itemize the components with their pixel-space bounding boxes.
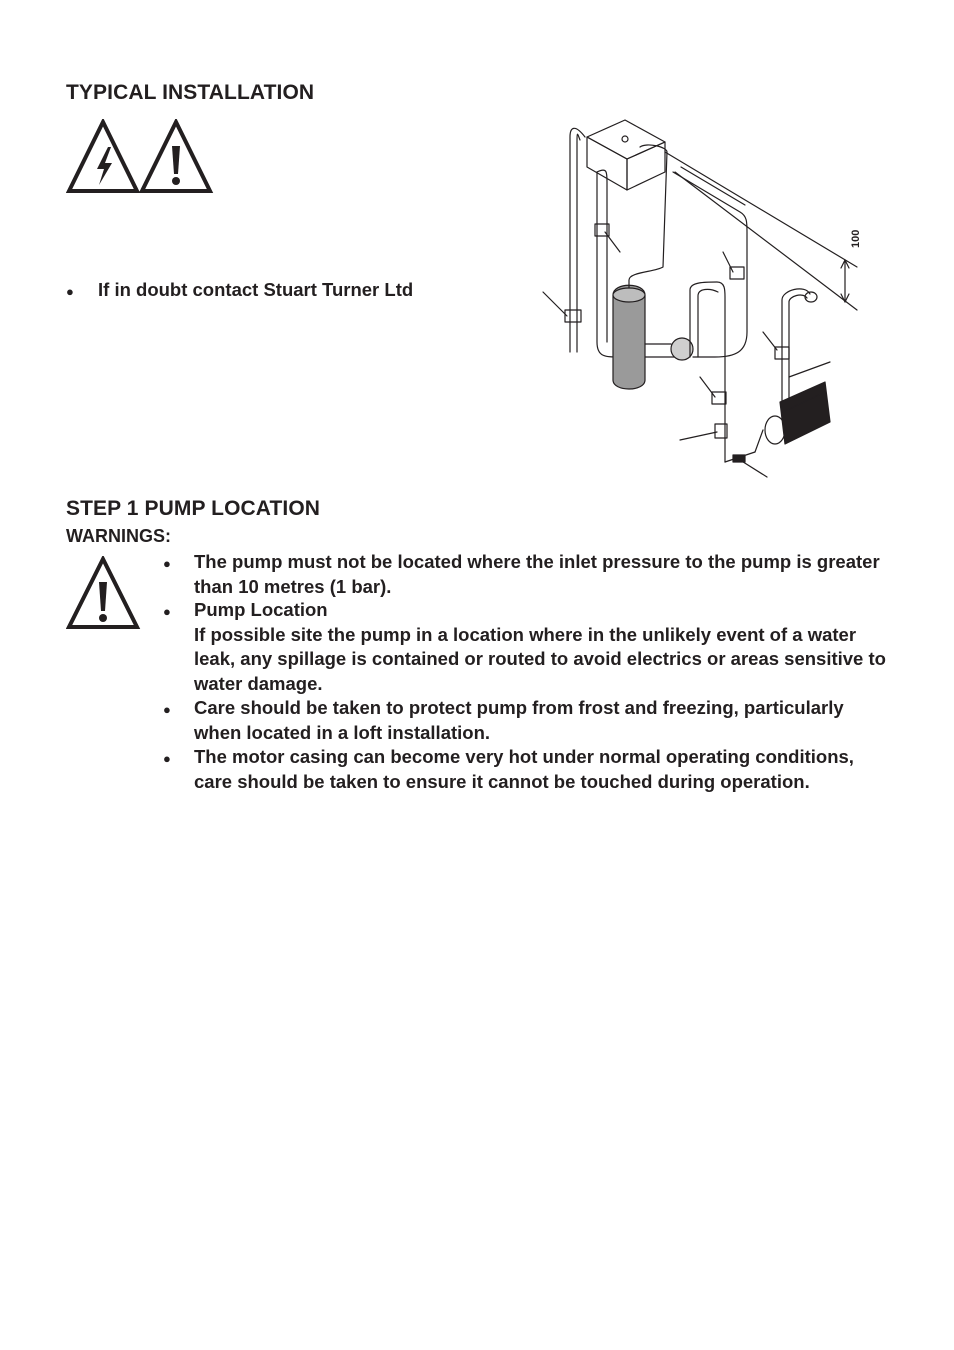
installation-diagram xyxy=(535,112,875,482)
contact-note: If in doubt contact Stuart Turner Ltd xyxy=(98,279,414,300)
bullet: ● xyxy=(66,284,74,299)
warnings-label: WARNINGS: xyxy=(66,526,171,546)
general-warning-icon xyxy=(66,556,142,632)
warning-item: If possible site the pump in a location where in the unlikely event of a water leak, any spillage is contained or routed to avoid electrics or areas sensitive to water damage. xyxy=(194,623,886,694)
bullet: ● xyxy=(163,556,171,571)
step1-heading: STEP 1 PUMP LOCATION xyxy=(66,497,321,520)
bullet: ● xyxy=(163,604,171,619)
typical-installation-heading: TYPICAL INSTALLATION xyxy=(66,81,315,104)
bullet: ● xyxy=(163,702,171,717)
warning-item: Care should be taken to protect pump from frost and freezing, particularly when located in a loft installation. xyxy=(194,697,844,743)
bullet: ● xyxy=(163,751,171,766)
warning-item: The pump must not be located where the inlet pressure to the pump is greater than 10 metres (1 bar). xyxy=(194,551,880,597)
warning-item-heading: Pump Location xyxy=(194,599,328,620)
general-warning-icon xyxy=(142,122,210,191)
warning-item: The motor casing can become very hot under normal operating conditions, care should be taken to ensure it cannot be touched during operation. xyxy=(194,746,854,792)
hazard-icons xyxy=(66,119,216,195)
electrical-hazard-icon xyxy=(69,122,137,191)
dimension-label: 100 xyxy=(850,229,862,248)
